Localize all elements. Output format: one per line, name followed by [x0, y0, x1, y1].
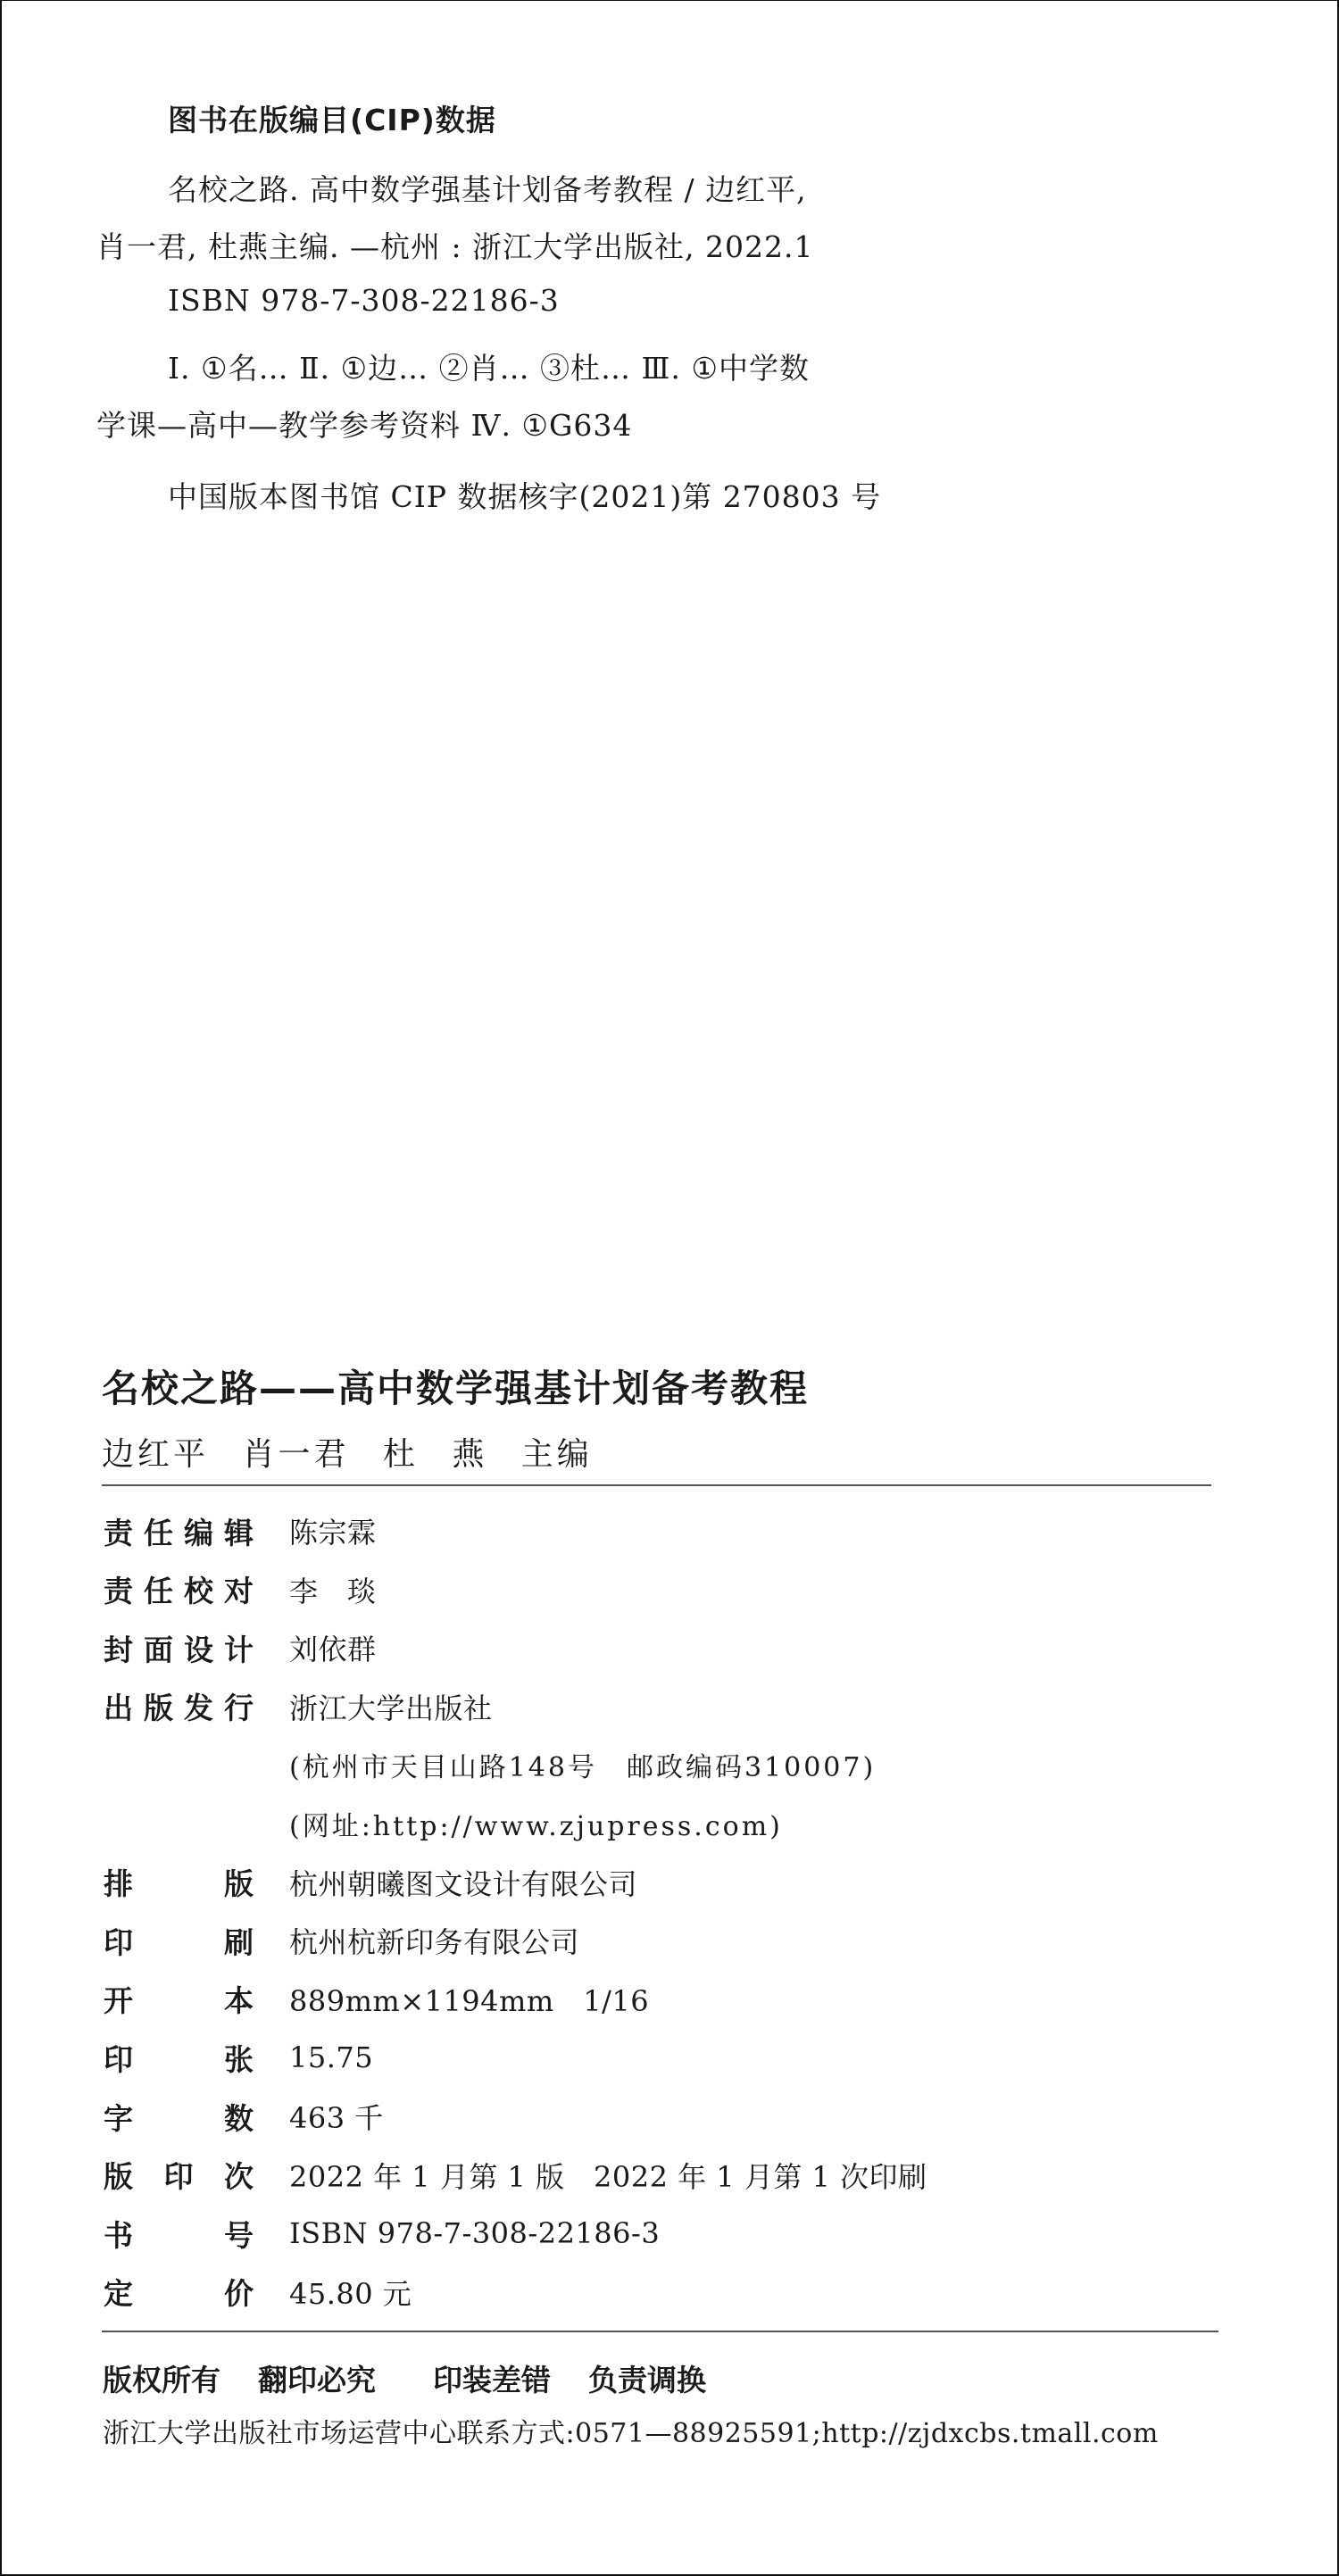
detail-value: (杭州市天目山路148号 邮政编码310007)	[289, 1752, 877, 1784]
label-char: 责	[104, 1574, 133, 1609]
detail-row-word-count	[104, 2097, 384, 2136]
detail-label	[104, 2154, 254, 2196]
label-char: 价	[224, 2276, 254, 2312]
label-char: 任	[144, 1515, 173, 1550]
label-char: 次	[224, 2159, 254, 2195]
detail-value: 889mm×1194mm 1/16	[289, 1983, 650, 2018]
cip-line-1: 名校之路. 高中数学强基计划备考教程 / 边红平,	[168, 172, 807, 207]
label-char: 印	[104, 2041, 133, 2077]
notice-all-rights: 版权所有	[103, 2363, 220, 2397]
detail-value: ISBN 978-7-308-22186-3	[289, 2216, 661, 2251]
detail-label	[104, 1861, 254, 1903]
detail-row-printed-sheets	[104, 2038, 374, 2077]
detail-row-publisher-website	[104, 1804, 783, 1843]
label-char: 发	[184, 1691, 213, 1726]
detail-label	[104, 2271, 254, 2313]
divider-top	[102, 1484, 1211, 1486]
label-char: 责	[104, 1515, 133, 1550]
detail-value: 杭州杭新印务有限公司	[289, 1925, 580, 1960]
label-char: 版	[104, 2159, 133, 2195]
detail-value: 李 琰	[289, 1574, 377, 1608]
detail-row-publisher	[104, 1687, 493, 1726]
detail-label	[104, 2213, 254, 2255]
detail-value: (网址:http://www.zjupress.com)	[289, 1811, 783, 1842]
cip-heading: 图书在版编目(CIP)数据	[168, 103, 496, 137]
label-char: 出	[104, 1691, 133, 1726]
label-char: 排	[104, 1866, 133, 1902]
detail-value: 463 千	[289, 2101, 384, 2135]
detail-label	[104, 1627, 254, 1669]
detail-row-typesetting	[104, 1863, 638, 1902]
cip-isbn: ISBN 978-7-308-22186-3	[168, 283, 560, 318]
detail-value: 2022 年 1 月第 1 版 2022 年 1 月第 1 次印刷	[289, 2159, 927, 2194]
label-char: 封	[104, 1632, 133, 1667]
cip-classification-2: 学课—高中—教学参考资料 Ⅳ. ①G634	[96, 408, 633, 443]
detail-row-responsible-editor	[104, 1511, 377, 1550]
label-char: 任	[144, 1574, 173, 1609]
detail-value: 杭州朝曦图文设计有限公司	[289, 1866, 638, 1901]
detail-row-publisher-address	[104, 1745, 877, 1784]
label-char: 版	[224, 1866, 254, 1902]
detail-value: 15.75	[289, 2040, 374, 2075]
cip-record-number: 中国版本图书馆 CIP 数据核字(2021)第 270803 号	[168, 479, 882, 514]
label-char: 计	[224, 1632, 254, 1667]
label-char: 版	[144, 1691, 173, 1726]
label-char: 对	[224, 1574, 254, 1609]
label-char: 辑	[224, 1515, 254, 1550]
detail-label	[104, 2037, 254, 2079]
label-char: 印	[104, 1924, 133, 1960]
notice-replacement: 负责调换	[588, 2363, 706, 2397]
detail-label	[104, 1685, 254, 1727]
detail-row-responsible-proofreader	[104, 1570, 377, 1609]
label-char: 校	[184, 1574, 213, 1609]
detail-row-isbn	[104, 2214, 661, 2253]
cip-line-2: 肖一君, 杜燕主编. —杭州 : 浙江大学出版社, 2022.1	[96, 229, 814, 264]
detail-value: 45.80 元	[289, 2276, 412, 2311]
detail-value: 陈宗霖	[289, 1516, 377, 1550]
detail-label	[104, 1568, 254, 1610]
detail-label	[104, 1978, 254, 2020]
cip-classification-1: Ⅰ. ①名… Ⅱ. ①边… ②肖… ③杜… Ⅲ. ①中学数	[168, 351, 810, 386]
label-char: 开	[104, 1983, 133, 2019]
detail-row-edition-printing	[104, 2156, 927, 2195]
label-char: 刷	[224, 1924, 254, 1960]
notice-print-errors: 印装差错	[433, 2363, 551, 2397]
label-char: 面	[144, 1632, 173, 1667]
detail-row-format	[104, 1980, 650, 2019]
publisher-contact: 浙江大学出版社市场运营中心联系方式:0571—88925591;http://zjdxcbs.tmall.com	[103, 2418, 1159, 2449]
label-char: 号	[224, 2217, 254, 2253]
detail-label	[104, 1920, 254, 1962]
divider-bottom	[102, 2331, 1218, 2332]
notice-no-piracy: 翻印必究	[258, 2363, 376, 2397]
label-char: 字	[104, 2100, 133, 2136]
detail-value: 刘依群	[289, 1633, 377, 1667]
label-char: 设	[184, 1632, 213, 1667]
label-char: 编	[184, 1515, 213, 1550]
label-char: 数	[224, 2100, 254, 2136]
book-title: 名校之路——高中数学强基计划备考教程	[102, 1367, 810, 1410]
book-authors: 边红平 肖一君 杜 燕 主编	[102, 1436, 593, 1473]
detail-value: 浙江大学出版社	[289, 1691, 493, 1725]
detail-row-price	[104, 2273, 412, 2312]
label-char: 本	[224, 1983, 254, 2019]
label-char: 印	[163, 2159, 194, 2195]
detail-row-cover-design	[104, 1628, 377, 1667]
label-char: 定	[104, 2276, 133, 2312]
label-char: 书	[104, 2217, 133, 2253]
detail-label	[104, 1510, 254, 1552]
detail-row-printing	[104, 1921, 580, 1960]
detail-label	[104, 2096, 254, 2138]
copyright-notice	[103, 2357, 744, 2399]
label-char: 行	[224, 1691, 254, 1726]
label-char: 张	[224, 2041, 254, 2077]
